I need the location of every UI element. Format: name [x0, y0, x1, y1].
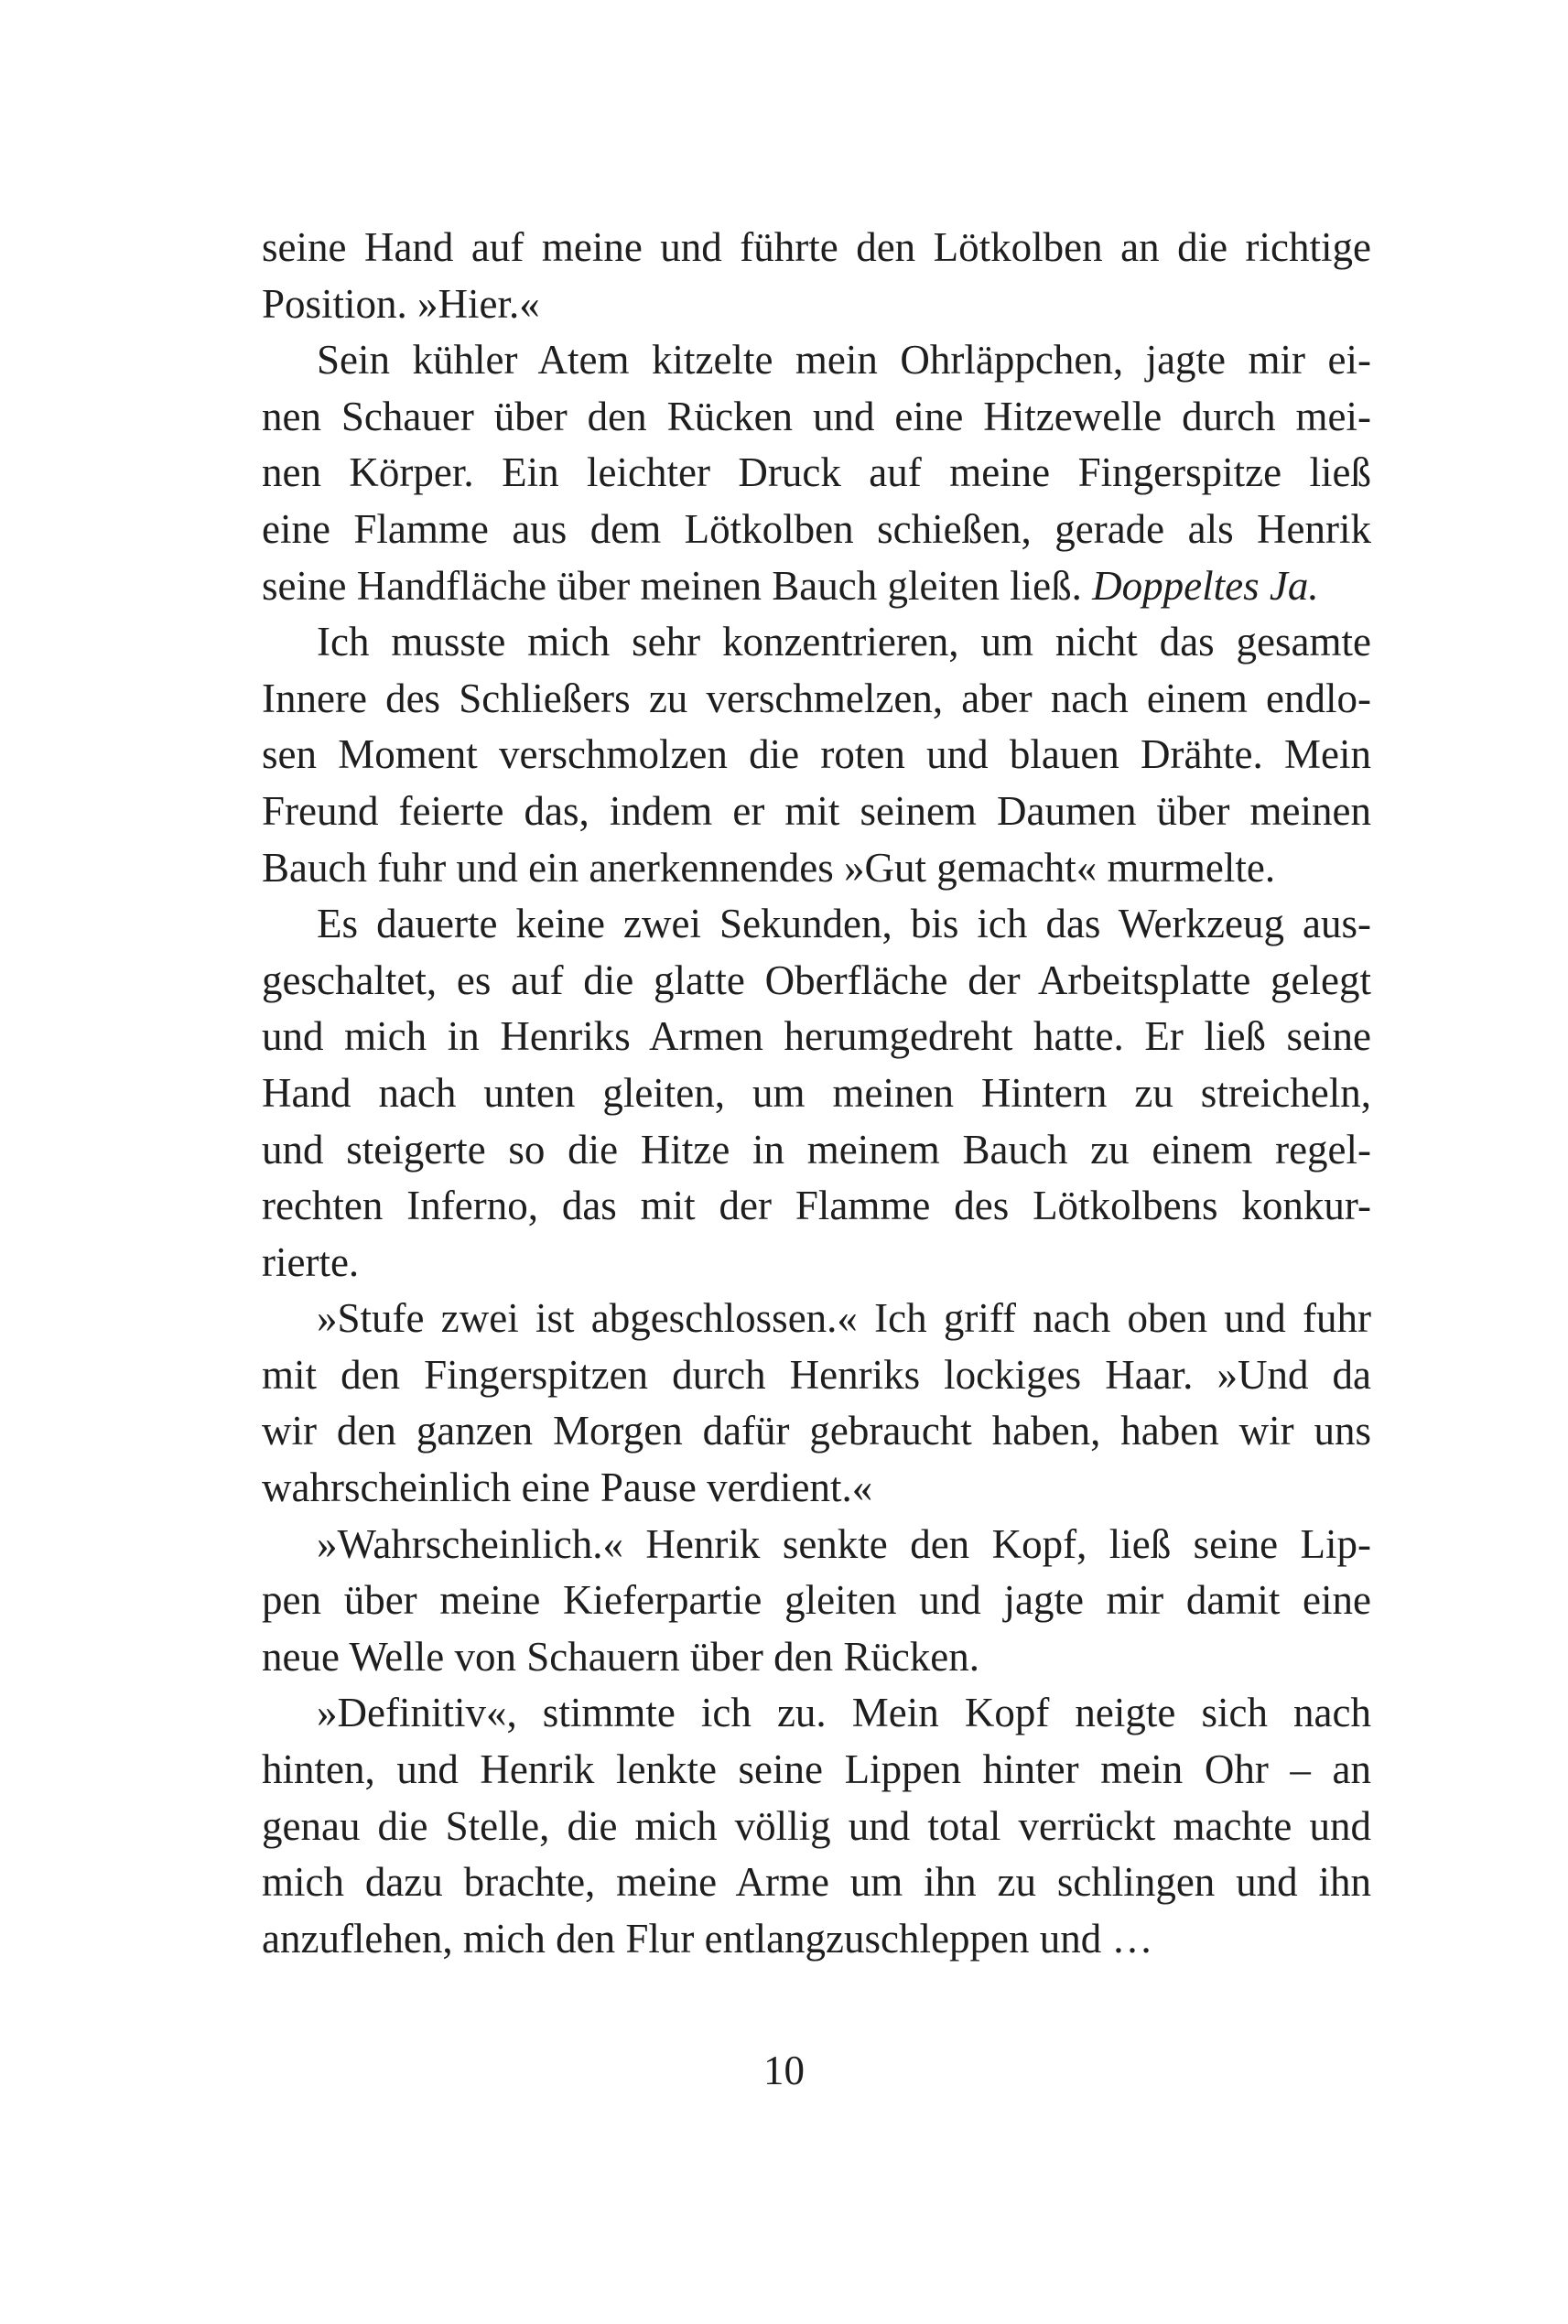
- text-line: Es dauerte keine zwei Sekunden, bis ich das Werkzeug aus-: [317, 901, 1371, 947]
- text-line: »Stufe zwei ist abgeschlossen.« Ich griff nach oben und fuhr: [317, 1295, 1371, 1342]
- text-line: nen Schauer über den Rücken und eine Hitzewelle durch mei-: [262, 393, 1371, 439]
- text-line: mit den Fingerspitzen durch Henriks lockiges Haar. »Und da: [262, 1351, 1371, 1398]
- paragraph: [262, 896, 1371, 1291]
- text-line: Hand nach unten gleiten, um meinen Hintern zu streicheln,: [262, 1069, 1371, 1116]
- emphasis: Doppeltes Ja.: [1092, 562, 1319, 609]
- paragraph: [262, 1517, 1371, 1686]
- text-line: rierte.: [262, 1238, 360, 1285]
- text-line: genau die Stelle, die mich völlig und total verrückt machte und: [262, 1802, 1371, 1849]
- text-line: Sein kühler Atem kitzelte mein Ohrläppchen, jagte mir ei-: [317, 337, 1371, 384]
- text-line: »Wahrscheinlich.« Henrik senkte den Kopf, ließ seine Lip-: [317, 1520, 1371, 1567]
- page-body: [262, 220, 1371, 1967]
- text-line: wir den ganzen Morgen dafür gebraucht haben, haben wir uns: [262, 1408, 1371, 1454]
- text-line: anzuflehen, mich den Flur entlangzuschleppen und …: [262, 1915, 1153, 1962]
- text-line: seine Hand auf meine und führte den Lötkolben an die richtige: [262, 224, 1371, 270]
- text-line: rechten Inferno, das mit der Flamme des Lötkolbens konkur-: [262, 1183, 1371, 1229]
- text-line: eine Flamme aus dem Lötkolben schießen, gerade als Henrik: [262, 505, 1371, 552]
- text-line: und steigerte so die Hitze in meinem Bauch zu einem regel-: [262, 1126, 1371, 1173]
- text-line: wahrscheinlich eine Pause verdient.«: [262, 1465, 873, 1511]
- text-line: und mich in Henriks Armen herumgedreht hatte. Er ließ seine: [262, 1013, 1371, 1060]
- text-line: mich dazu brachte, meine Arme um ihn zu schlingen und ihn: [262, 1859, 1371, 1906]
- paragraph: [262, 220, 1371, 332]
- text-line: Ich musste mich sehr konzentrieren, um nicht das gesamte: [317, 619, 1371, 665]
- text-line: geschaltet, es auf die glatte Oberfläche der Arbeitsplatte gelegt: [262, 957, 1371, 1003]
- text-line: Bauch fuhr und ein anerkennendes »Gut gemacht« murmelte.: [262, 844, 1276, 891]
- text-line: »Definitiv«, stimmte ich zu. Mein Kopf neigte sich nach: [317, 1690, 1371, 1736]
- text-line: neue Welle von Schauern über den Rücken.: [262, 1633, 980, 1680]
- text-line: Freund feierte das, indem er mit seinem Daumen über meinen: [262, 787, 1371, 834]
- text-block: [262, 220, 1371, 1967]
- paragraph: [262, 1685, 1371, 1967]
- text-line: seine Handfläche über meinen Bauch gleiten ließ. Doppeltes Ja.: [262, 562, 1319, 609]
- page-number: 10: [763, 2048, 805, 2093]
- text-line: Innere des Schließers zu verschmelzen, aber nach einem endlo-: [262, 675, 1371, 721]
- text-line: Position. »Hier.«: [262, 280, 540, 327]
- paragraph: [262, 332, 1371, 614]
- text-line: nen Körper. Ein leichter Druck auf meine Fingerspitze ließ: [262, 449, 1371, 496]
- text-line: hinten, und Henrik lenkte seine Lippen hinter mein Ohr – an: [262, 1746, 1371, 1793]
- text-line: sen Moment verschmolzen die roten und blauen Drähte. Mein: [262, 731, 1371, 778]
- paragraph: [262, 1291, 1371, 1516]
- paragraph: [262, 614, 1371, 896]
- text-line: pen über meine Kieferpartie gleiten und jagte mir damit eine: [262, 1577, 1371, 1624]
